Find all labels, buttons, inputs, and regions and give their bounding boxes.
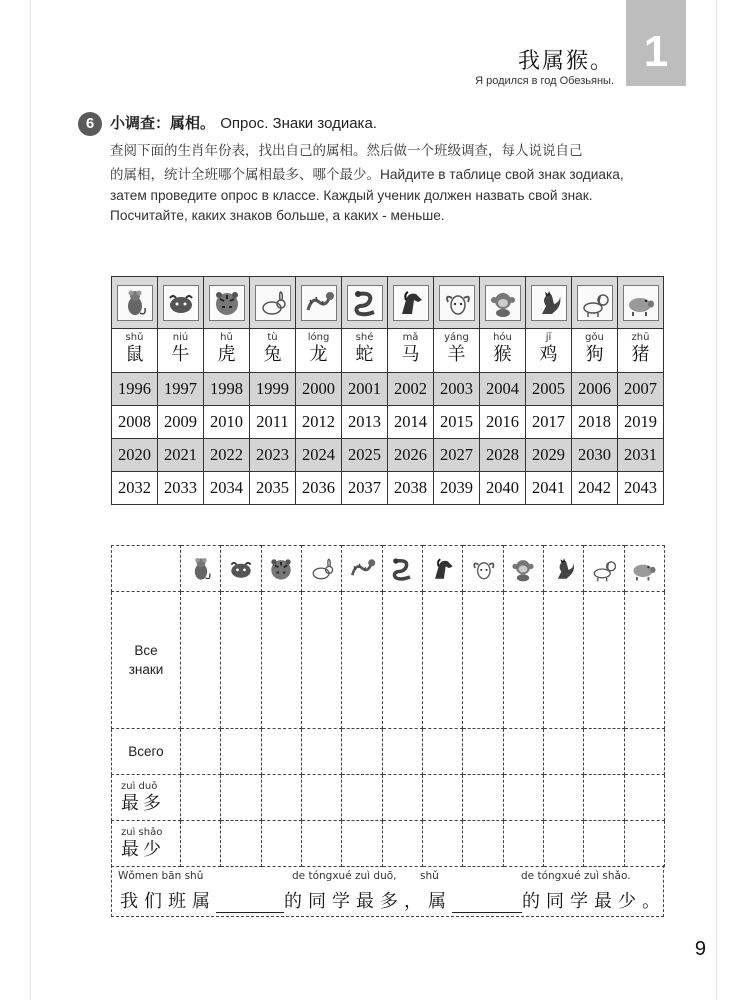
zodiac-icon-cell bbox=[204, 277, 250, 329]
label-most-pinyin: zuì duō bbox=[121, 780, 158, 792]
year-cell: 1996 bbox=[112, 373, 158, 406]
year-cell: 2042 bbox=[572, 472, 618, 505]
rat-icon bbox=[117, 285, 153, 321]
year-cell: 2040 bbox=[480, 472, 526, 505]
survey-answer-cell[interactable] bbox=[221, 592, 261, 729]
zodiac-icon-cell bbox=[526, 277, 572, 329]
label-all-signs-2: знаки bbox=[128, 662, 164, 677]
tiger-icon bbox=[266, 558, 296, 577]
year-cell: 2037 bbox=[342, 472, 388, 505]
zodiac-icon-cell bbox=[388, 277, 434, 329]
zodiac-hanzi: 猪 bbox=[631, 344, 650, 365]
goat-icon bbox=[439, 285, 475, 321]
label-least-hanzi: 最少 bbox=[121, 838, 165, 860]
year-cell: 2000 bbox=[296, 373, 342, 406]
sentence-pinyin-4: de tóngxué zuì shǎo. bbox=[521, 870, 631, 882]
year-cell: 2030 bbox=[572, 439, 618, 472]
survey-answer-cell[interactable] bbox=[624, 775, 664, 821]
survey-answer-cell[interactable] bbox=[543, 592, 583, 729]
survey-answer-cell[interactable] bbox=[584, 729, 624, 775]
survey-answer-cell[interactable] bbox=[221, 775, 261, 821]
survey-icon-cell bbox=[181, 546, 221, 592]
exercise-title-ru: Опрос. Знаки зодиака. bbox=[220, 115, 377, 132]
horse-icon bbox=[428, 558, 458, 577]
zodiac-hanzi: 猴 bbox=[493, 344, 512, 365]
label-least-pinyin: zuì shǎo bbox=[121, 826, 163, 838]
rat-icon bbox=[186, 558, 216, 577]
survey-answer-cell[interactable] bbox=[624, 729, 664, 775]
year-cell: 2009 bbox=[158, 406, 204, 439]
instruction-cn-line2: 的属相，统计全班哪个属相最多、哪个最少。 bbox=[110, 167, 380, 183]
survey-answer-cell[interactable] bbox=[543, 821, 583, 867]
zodiac-name-cell bbox=[388, 329, 434, 373]
year-cell: 2029 bbox=[526, 439, 572, 472]
answer-blank-most[interactable] bbox=[216, 895, 284, 913]
year-cell: 2007 bbox=[618, 373, 664, 406]
zodiac-pinyin: yáng bbox=[444, 332, 469, 343]
snake-icon bbox=[387, 558, 417, 577]
zodiac-pinyin: shé bbox=[355, 332, 374, 343]
ox-icon bbox=[163, 285, 199, 321]
zodiac-hanzi: 蛇 bbox=[355, 344, 374, 365]
zodiac-icon-cell bbox=[342, 277, 388, 329]
survey-icon-cell bbox=[422, 546, 462, 592]
survey-answer-cell[interactable] bbox=[503, 592, 543, 729]
year-cell: 2031 bbox=[618, 439, 664, 472]
year-cell: 2002 bbox=[388, 373, 434, 406]
monkey-icon bbox=[485, 285, 521, 321]
survey-answer-cell[interactable] bbox=[422, 592, 462, 729]
pig-icon bbox=[629, 558, 659, 577]
survey-answer-cell[interactable] bbox=[422, 821, 462, 867]
zodiac-name-cell bbox=[526, 329, 572, 373]
survey-answer-cell[interactable] bbox=[503, 821, 543, 867]
zodiac-hanzi: 鸡 bbox=[539, 344, 558, 365]
year-cell: 2004 bbox=[480, 373, 526, 406]
zodiac-pinyin: zhū bbox=[631, 332, 650, 343]
year-cell: 2005 bbox=[526, 373, 572, 406]
year-cell: 1999 bbox=[250, 373, 296, 406]
survey-answer-cell[interactable] bbox=[543, 775, 583, 821]
zodiac-icon-cell bbox=[250, 277, 296, 329]
survey-answer-cell[interactable] bbox=[181, 821, 221, 867]
pig-icon bbox=[623, 285, 659, 321]
monkey-icon bbox=[508, 558, 538, 577]
survey-icon-cell bbox=[342, 546, 382, 592]
dragon-icon bbox=[301, 285, 337, 321]
year-cell: 2021 bbox=[158, 439, 204, 472]
zodiac-name-cell bbox=[204, 329, 250, 373]
zodiac-icon-cell bbox=[572, 277, 618, 329]
year-cell: 2028 bbox=[480, 439, 526, 472]
zodiac-name-cell bbox=[296, 329, 342, 373]
year-cell: 2014 bbox=[388, 406, 434, 439]
survey-answer-cell[interactable] bbox=[301, 775, 341, 821]
zodiac-icon-cell bbox=[296, 277, 342, 329]
year-cell: 2016 bbox=[480, 406, 526, 439]
year-row bbox=[112, 406, 664, 439]
year-cell: 2019 bbox=[618, 406, 664, 439]
instruction-ru-line2: затем проведите опрос в классе. Каждый ученик должен назвать свой знак. bbox=[110, 188, 593, 203]
survey-answer-cell[interactable] bbox=[342, 821, 382, 867]
sentence-hanzi bbox=[120, 887, 666, 913]
zodiac-name-cell bbox=[572, 329, 618, 373]
year-cell: 2017 bbox=[526, 406, 572, 439]
year-cell: 2011 bbox=[250, 406, 296, 439]
sentence-pinyin-3: shǔ bbox=[420, 870, 439, 882]
zodiac-icon-cell bbox=[112, 277, 158, 329]
dragon-icon bbox=[347, 558, 377, 577]
year-cell: 2001 bbox=[342, 373, 388, 406]
year-cell: 2023 bbox=[250, 439, 296, 472]
margin-guide-right bbox=[716, 0, 717, 1000]
survey-answer-cell[interactable] bbox=[382, 821, 422, 867]
lesson-subtitle: Я родился в год Обезьяны. bbox=[475, 75, 614, 87]
survey-answer-cell[interactable] bbox=[422, 775, 462, 821]
year-cell: 2013 bbox=[342, 406, 388, 439]
zodiac-pinyin: hǔ bbox=[220, 332, 233, 343]
survey-answer-cell[interactable] bbox=[382, 729, 422, 775]
year-cell: 2015 bbox=[434, 406, 480, 439]
survey-answer-cell[interactable] bbox=[221, 729, 261, 775]
zodiac-year-table bbox=[111, 276, 664, 505]
class-survey-table bbox=[111, 545, 665, 867]
sentence-hanzi-2: 的同学最多，属 bbox=[284, 891, 452, 912]
year-cell: 1998 bbox=[204, 373, 250, 406]
year-cell: 2036 bbox=[296, 472, 342, 505]
survey-answer-cell[interactable] bbox=[463, 821, 503, 867]
chapter-tab bbox=[626, 0, 686, 86]
survey-answer-cell[interactable] bbox=[342, 729, 382, 775]
survey-icon-cell bbox=[382, 546, 422, 592]
survey-label-all-signs bbox=[112, 592, 181, 729]
zodiac-name-cell bbox=[480, 329, 526, 373]
label-all-signs-1: Все bbox=[134, 643, 158, 658]
year-cell: 2038 bbox=[388, 472, 434, 505]
survey-answer-cell[interactable] bbox=[624, 592, 664, 729]
survey-answer-cell[interactable] bbox=[342, 775, 382, 821]
survey-label-least bbox=[112, 821, 181, 867]
survey-answer-cell[interactable] bbox=[261, 729, 301, 775]
zodiac-name-cell bbox=[112, 329, 158, 373]
horse-icon bbox=[393, 285, 429, 321]
survey-label-most bbox=[112, 775, 181, 821]
zodiac-hanzi: 狗 bbox=[585, 344, 604, 365]
margin-guide-left bbox=[30, 0, 31, 1000]
survey-row-all-signs bbox=[112, 592, 665, 729]
exercise-title bbox=[110, 112, 377, 133]
year-cell: 2008 bbox=[112, 406, 158, 439]
year-row bbox=[112, 472, 664, 505]
survey-answer-cell[interactable] bbox=[181, 592, 221, 729]
rooster-icon bbox=[549, 558, 579, 577]
survey-answer-cell[interactable] bbox=[301, 729, 341, 775]
chapter-number: 1 bbox=[643, 27, 669, 76]
survey-answer-cell[interactable] bbox=[261, 821, 301, 867]
year-cell: 2003 bbox=[434, 373, 480, 406]
ox-icon bbox=[226, 558, 256, 577]
survey-answer-cell[interactable] bbox=[261, 775, 301, 821]
survey-answer-cell[interactable] bbox=[503, 729, 543, 775]
summary-sentence-box bbox=[111, 865, 664, 917]
instruction-line2 bbox=[110, 165, 624, 185]
survey-icon-cell bbox=[261, 546, 301, 592]
year-cell: 2006 bbox=[572, 373, 618, 406]
survey-icon-cell bbox=[624, 546, 664, 592]
instruction-cn-line1: 查阅下面的生肖年份表，找出自己的属相。然后做一个班级调查，每人说说自己 bbox=[110, 143, 583, 159]
page-number: 9 bbox=[694, 938, 706, 960]
instruction-ru-line1: Найдите в таблице свой знак зодиака, bbox=[380, 167, 624, 182]
zodiac-hanzi: 羊 bbox=[447, 344, 466, 365]
survey-label-total: Всего bbox=[112, 729, 181, 775]
survey-answer-cell[interactable] bbox=[342, 592, 382, 729]
year-cell: 2020 bbox=[112, 439, 158, 472]
survey-answer-cell[interactable] bbox=[463, 592, 503, 729]
zodiac-name-cell bbox=[342, 329, 388, 373]
survey-corner-cell bbox=[112, 546, 181, 592]
year-cell: 2032 bbox=[112, 472, 158, 505]
dog-icon bbox=[577, 285, 613, 321]
year-cell: 2041 bbox=[526, 472, 572, 505]
survey-answer-cell[interactable] bbox=[422, 729, 462, 775]
rabbit-icon bbox=[307, 558, 337, 577]
year-cell: 2022 bbox=[204, 439, 250, 472]
zodiac-icon-cell bbox=[480, 277, 526, 329]
lesson-title: 我属猴。 bbox=[517, 49, 614, 74]
year-cell: 2018 bbox=[572, 406, 618, 439]
sentence-hanzi-3: 的同学最少。 bbox=[522, 891, 666, 912]
survey-icon-cell bbox=[463, 546, 503, 592]
survey-row-total bbox=[112, 729, 665, 775]
survey-answer-cell[interactable] bbox=[624, 821, 664, 867]
answer-blank-least[interactable] bbox=[452, 895, 522, 913]
year-cell: 1997 bbox=[158, 373, 204, 406]
year-cell: 2026 bbox=[388, 439, 434, 472]
zodiac-name-row bbox=[112, 329, 664, 373]
survey-icon-row bbox=[112, 546, 665, 592]
survey-answer-cell[interactable] bbox=[503, 775, 543, 821]
survey-answer-cell[interactable] bbox=[543, 729, 583, 775]
zodiac-hanzi: 鼠 bbox=[125, 344, 144, 365]
survey-answer-cell[interactable] bbox=[463, 729, 503, 775]
dog-icon bbox=[589, 558, 619, 577]
survey-icon-cell bbox=[221, 546, 261, 592]
zodiac-pinyin: hóu bbox=[493, 332, 512, 343]
label-most-hanzi: 最多 bbox=[121, 792, 165, 814]
rooster-icon bbox=[531, 285, 567, 321]
exercise-number-badge: 6 bbox=[78, 112, 102, 136]
survey-row-least bbox=[112, 821, 665, 867]
year-cell: 2043 bbox=[618, 472, 664, 505]
sentence-pinyin-1: Wǒmen bān shǔ bbox=[118, 870, 204, 882]
zodiac-pinyin: mǎ bbox=[402, 332, 419, 343]
survey-answer-cell[interactable] bbox=[221, 821, 261, 867]
year-cell: 2039 bbox=[434, 472, 480, 505]
survey-answer-cell[interactable] bbox=[382, 775, 422, 821]
survey-answer-cell[interactable] bbox=[301, 821, 341, 867]
zodiac-icon-cell bbox=[434, 277, 480, 329]
zodiac-icon-row bbox=[112, 277, 664, 329]
year-cell: 2027 bbox=[434, 439, 480, 472]
zodiac-name-cell bbox=[434, 329, 480, 373]
zodiac-hanzi: 龙 bbox=[309, 344, 328, 365]
zodiac-pinyin: gǒu bbox=[585, 332, 604, 343]
survey-answer-cell[interactable] bbox=[301, 592, 341, 729]
zodiac-hanzi: 兔 bbox=[263, 344, 282, 365]
zodiac-pinyin: niú bbox=[172, 332, 189, 343]
survey-answer-cell[interactable] bbox=[584, 775, 624, 821]
zodiac-name-cell bbox=[250, 329, 296, 373]
year-row bbox=[112, 373, 664, 406]
year-row bbox=[112, 439, 664, 472]
survey-answer-cell[interactable] bbox=[181, 775, 221, 821]
zodiac-hanzi: 虎 bbox=[217, 344, 236, 365]
sentence-pinyin-2: de tóngxué zuì duō, bbox=[292, 870, 397, 882]
survey-icon-cell bbox=[301, 546, 341, 592]
survey-row-most bbox=[112, 775, 665, 821]
survey-icon-cell bbox=[584, 546, 624, 592]
survey-answer-cell[interactable] bbox=[382, 592, 422, 729]
zodiac-pinyin: tù bbox=[267, 332, 278, 343]
survey-answer-cell[interactable] bbox=[261, 592, 301, 729]
year-cell: 2010 bbox=[204, 406, 250, 439]
survey-answer-cell[interactable] bbox=[181, 729, 221, 775]
year-cell: 2034 bbox=[204, 472, 250, 505]
survey-answer-cell[interactable] bbox=[584, 821, 624, 867]
tiger-icon bbox=[209, 285, 245, 321]
year-cell: 2025 bbox=[342, 439, 388, 472]
zodiac-icon-cell bbox=[618, 277, 664, 329]
year-cell: 2035 bbox=[250, 472, 296, 505]
zodiac-name-cell bbox=[158, 329, 204, 373]
zodiac-name-cell bbox=[618, 329, 664, 373]
zodiac-icon-cell bbox=[158, 277, 204, 329]
snake-icon bbox=[347, 285, 383, 321]
year-cell: 2012 bbox=[296, 406, 342, 439]
exercise-title-cn: 小调查：属相。 bbox=[110, 114, 216, 132]
zodiac-pinyin: lóng bbox=[307, 332, 330, 343]
survey-icon-cell bbox=[543, 546, 583, 592]
goat-icon bbox=[468, 558, 498, 577]
survey-icon-cell bbox=[503, 546, 543, 592]
zodiac-hanzi: 马 bbox=[401, 344, 420, 365]
survey-answer-cell[interactable] bbox=[584, 592, 624, 729]
zodiac-hanzi: 牛 bbox=[171, 344, 190, 365]
year-cell: 2024 bbox=[296, 439, 342, 472]
instruction-ru-line3: Посчитайте, каких знаков больше, а каких - меньше. bbox=[110, 208, 445, 223]
rabbit-icon bbox=[255, 285, 291, 321]
sentence-hanzi-1: 我们班属 bbox=[120, 891, 216, 912]
zodiac-pinyin: shǔ bbox=[125, 332, 144, 343]
year-cell: 2033 bbox=[158, 472, 204, 505]
zodiac-pinyin: jī bbox=[545, 332, 552, 343]
survey-answer-cell[interactable] bbox=[463, 775, 503, 821]
